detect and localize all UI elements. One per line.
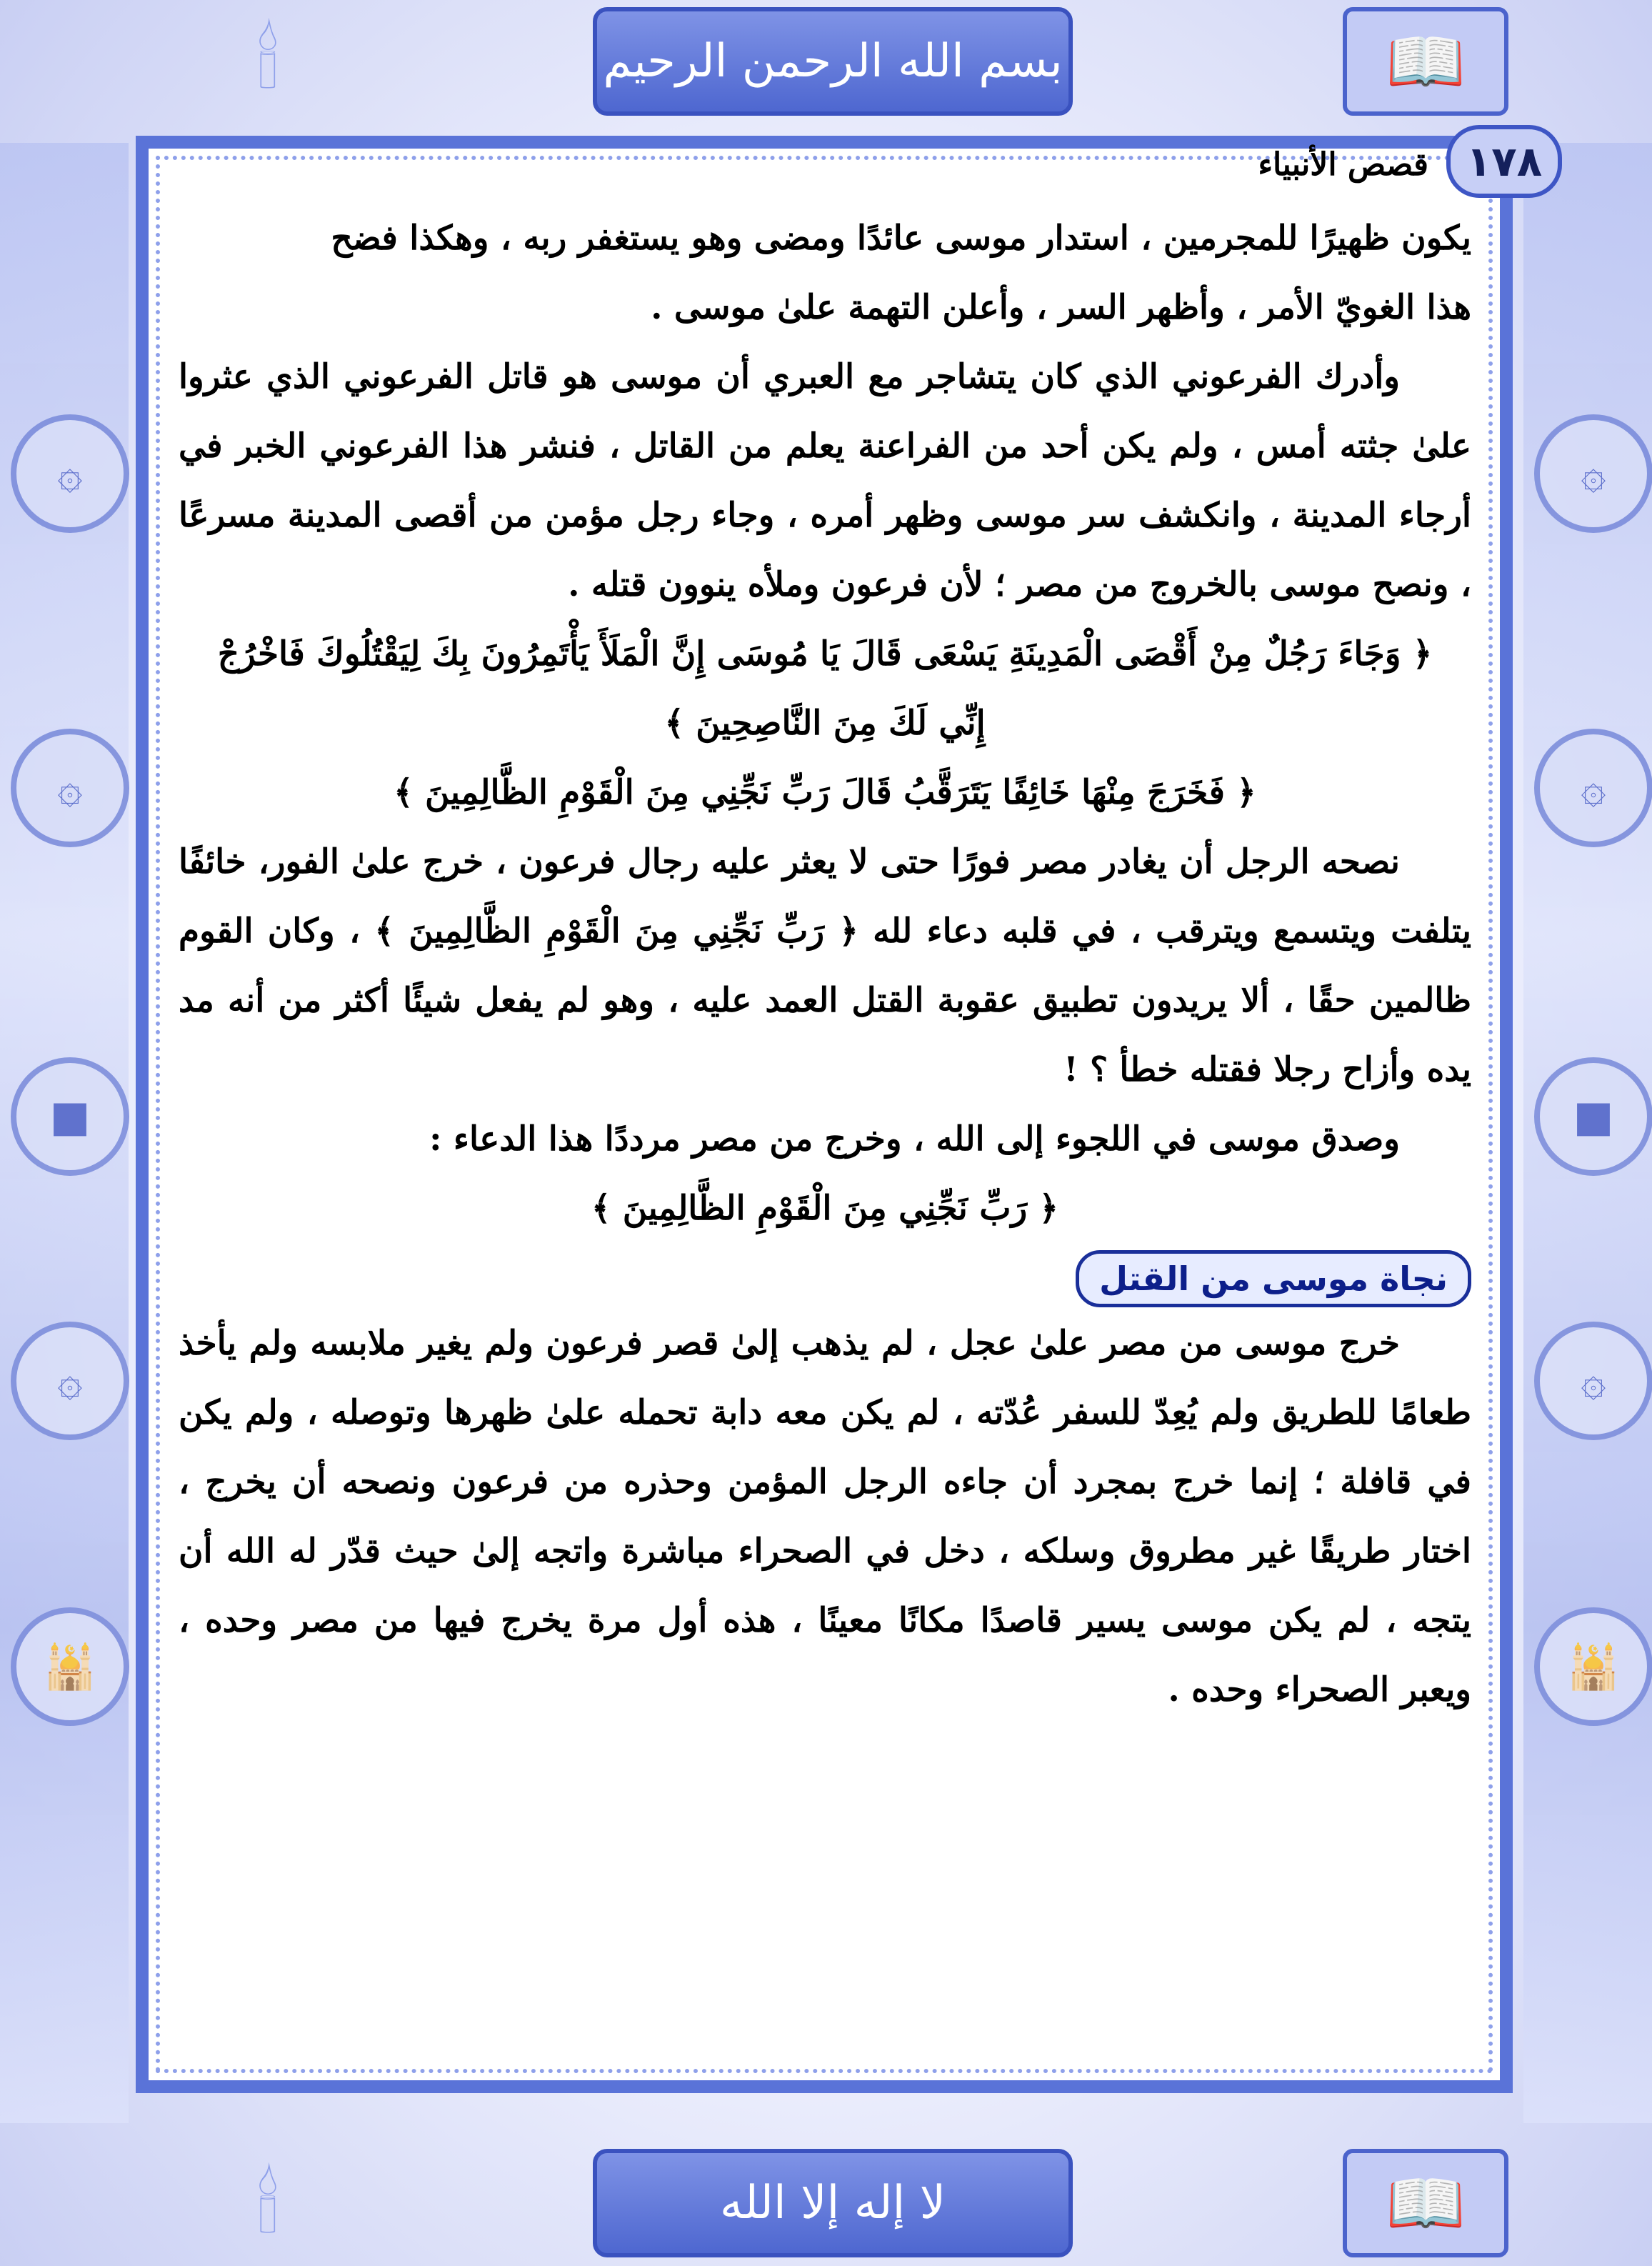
text-line: نصحه الرجل أن يغادر مصر فورًا حتى لا يعثر عليه رجال فرعون ، خرج علىٰ الفور، — [258, 842, 1400, 882]
text-line: الخبر في أرجاء المدينة ، وانكشف سر موسى وظهر أمره ، وجاء رجل مؤمن من أقصى — [179, 426, 1471, 535]
text-line: يكون ظهيرًا للمجرمين ، استدار موسى عائدًا ومضى وهو يستغفر ربه ، وهكذا فضح — [331, 219, 1471, 258]
top-calligraphy-banner: بسم الله الرحمن الرحيم — [593, 7, 1073, 116]
kaaba-icon: ■ — [11, 1057, 129, 1176]
paragraph: وصدق موسى في اللجوء إلى الله ، وخرج من مصر مرددًا هذا الدعاء : — [429, 1119, 1400, 1159]
paragraph — [179, 342, 1471, 619]
section-heading: نجاة موسى من القتل — [1076, 1250, 1471, 1307]
paragraph — [179, 204, 1471, 342]
text-line: قدّر له الله أن يتجه ، لم يكن موسى يسير قاصدًا مكانًا معينًا ، هذه أول مرة يخرج فيها — [179, 1532, 1472, 1640]
text-line: خائفًا يتلفت ويتسمع ويترقب ، في قلبه دعاء لله ﴿ رَبِّ نَجِّنِي مِنَ الْقَوْمِ الظَّالِمِينَ ﴾ ، — [179, 842, 1471, 951]
candle-icon: 🕯 — [256, 14, 279, 106]
kaaba-icon: ■ — [1534, 1057, 1652, 1176]
text-line: وكان القوم ظالمين حقًا ، ألا يريدون تطبيق عقوبة القتل العمد عليه ، وهو لم يفعل شيئًا — [179, 912, 1471, 1020]
text-line: يأخذ طعامًا للطريق ولم يُعِدّ للسفر عُدّته ، لم يكن معه دابة تحمله علىٰ ظهرها وتوصله ، — [179, 1324, 1471, 1432]
calligraphy-medallion-icon: ۞ — [11, 414, 129, 533]
page-body — [179, 204, 1471, 1725]
text-line: يخرج ، اختار طريقًا غير مطروق وسلكه ، دخل في الصحراء مباشرة واتجه إلىٰ حيث — [179, 1462, 1471, 1571]
book-icon: 📖 — [1343, 2149, 1508, 2257]
candle-icon: 🕯 — [256, 2159, 279, 2250]
bottom-calligraphy-banner: لا إله إلا الله — [593, 2149, 1073, 2257]
right-decorative-border — [1523, 143, 1652, 2123]
text-line: خرج موسى من مصر علىٰ عجل ، لم يذهب إلىٰ قصر فرعون ولم يغير ملابسه ولم — [249, 1324, 1400, 1363]
text-line: المدينة مسرعًا ، ونصح موسى بالخروج من مصر ؛ لأن فرعون وملأه ينوون قتله . — [179, 496, 1471, 604]
verse-line: ﴿ وَجَاءَ رَجُلٌ مِنْ أَقْصَى الْمَدِينَةِ يَسْعَى قَالَ يَا مُوسَى إِنَّ الْمَلَأَ يَأْتَمِرُونَ بِكَ لِيَقْتُلُوكَ فَاخْرُجْ — [217, 634, 1433, 674]
paragraph — [179, 827, 1471, 1104]
calligraphy-medallion-icon: ۞ — [11, 1322, 129, 1440]
text-line: عثروا علىٰ جثته أمس ، ولم يكن أحد من الفراعنة يعلم من القاتل ، فنشر هذا الفرعوني — [179, 357, 1471, 466]
mosque-icon: 🕌 — [1534, 1607, 1652, 1726]
calligraphy-medallion-icon: ۞ — [1534, 1322, 1652, 1440]
quran-verse — [179, 758, 1471, 827]
text-line: وأدرك الفرعوني الذي كان يتشاجر مع العبري أن موسى هو قاتل الفرعوني الذي — [266, 357, 1400, 396]
section-heading-row — [179, 1243, 1471, 1309]
left-decorative-border — [0, 143, 129, 2123]
text-line: هذا الغويّ الأمر ، وأظهر السر ، وأعلن التهمة علىٰ موسى . — [651, 288, 1471, 327]
text-line: من مصر وحده ، ويعبر الصحراء وحده . — [179, 1601, 1471, 1710]
running-title: قصص الأنبياء — [1258, 146, 1428, 183]
calligraphy-medallion-icon: ۞ — [1534, 414, 1652, 533]
mosque-icon: 🕌 — [11, 1607, 129, 1726]
calligraphy-medallion-icon: ۞ — [1534, 729, 1652, 847]
paragraph — [179, 1309, 1471, 1725]
verse-line: ﴿ فَخَرَجَ مِنْهَا خَائِفًا يَتَرَقَّبُ قَالَ رَبِّ نَجِّنِي مِنَ الْقَوْمِ الظَّالِمِينَ ﴾ — [394, 773, 1256, 812]
text-line: أكثر من أنه مد يده وأزاح رجلا فقتله خطأ ؟ ! — [179, 981, 1471, 1089]
book-icon: 📖 — [1343, 7, 1508, 116]
quran-verse — [179, 1174, 1471, 1243]
verse-line: إِنِّي لَكَ مِنَ النَّاصِحِينَ ﴾ — [664, 704, 986, 743]
calligraphy-medallion-icon: ۞ — [11, 729, 129, 847]
quran-verse — [179, 619, 1471, 758]
text-line: ولم يكن في قافلة ؛ إنما خرج بمجرد أن جاءه الرجل المؤمن وحذره من فرعون ونصحه أن — [179, 1393, 1471, 1502]
verse-line: ﴿ رَبِّ نَجِّنِي مِنَ الْقَوْمِ الظَّالِمِينَ ﴾ — [591, 1189, 1059, 1228]
page-number: ١٧٨ — [1446, 125, 1562, 198]
